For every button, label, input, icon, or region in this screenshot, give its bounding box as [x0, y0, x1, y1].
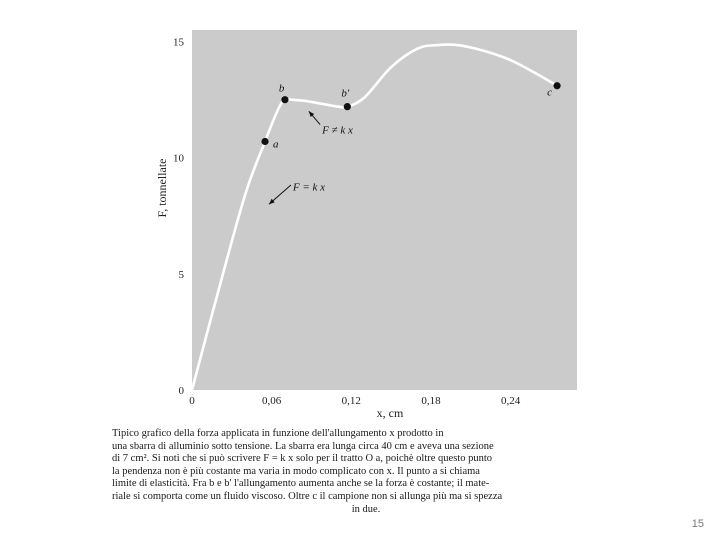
- y-tick-label: 5: [178, 268, 184, 281]
- caption-line: una sbarra di alluminio sotto tensione. La sbarra era lunga circa 40 cm e aveva una sezione: [112, 440, 494, 452]
- x-tick-label: 0: [189, 395, 195, 407]
- caption-line: Tipico grafico della forza applicata in funzione dell'allungamento x prodotto in: [112, 428, 444, 439]
- point-label: c: [547, 86, 552, 99]
- x-axis-ticks: [189, 395, 520, 407]
- x-tick-label: 0,24: [500, 395, 521, 407]
- caption-line: riale si comporta come un fluido viscoso. Oltre c il campione non si allunga più ma si spezza: [112, 490, 503, 502]
- y-tick-label: 15: [173, 36, 184, 49]
- caption-line: limite di elasticità. Fra b e b' l'allungamento aumenta anche se la forza è costante; il mate-: [112, 478, 490, 490]
- plot-panel: [192, 30, 577, 390]
- data-point: [344, 103, 351, 110]
- y-tick-label: 10: [173, 152, 184, 165]
- x-tick-label: 0,12: [341, 395, 361, 407]
- y-axis-ticks: [173, 37, 185, 397]
- annotation-label: F ≠ k x: [322, 124, 353, 137]
- x-axis-label: x, cm: [376, 406, 404, 420]
- data-point: [261, 138, 268, 145]
- annotation-label: F = k x: [292, 181, 326, 194]
- point-label: a: [273, 138, 279, 151]
- y-tick-label: 0: [178, 385, 184, 397]
- page-number: 15: [691, 518, 704, 530]
- caption-line: in due.: [351, 503, 381, 515]
- caption-line: di 7 cm². Si noti che si può scrivere F = k x solo per il tratto O a, poichè oltre questo punto: [112, 453, 493, 465]
- caption-line: la pendenza non è più costante ma varia in modo complicato con x. Il punto a si chiama: [112, 465, 480, 477]
- point-label: b: [278, 82, 285, 95]
- data-point: [553, 82, 560, 89]
- figure-caption: [112, 428, 620, 516]
- y-axis-label: F, tonnellate: [155, 158, 169, 218]
- x-tick-label: 0,18: [421, 395, 441, 407]
- point-label: b': [341, 87, 350, 100]
- x-tick-label: 0,06: [262, 395, 282, 407]
- data-point: [281, 96, 288, 103]
